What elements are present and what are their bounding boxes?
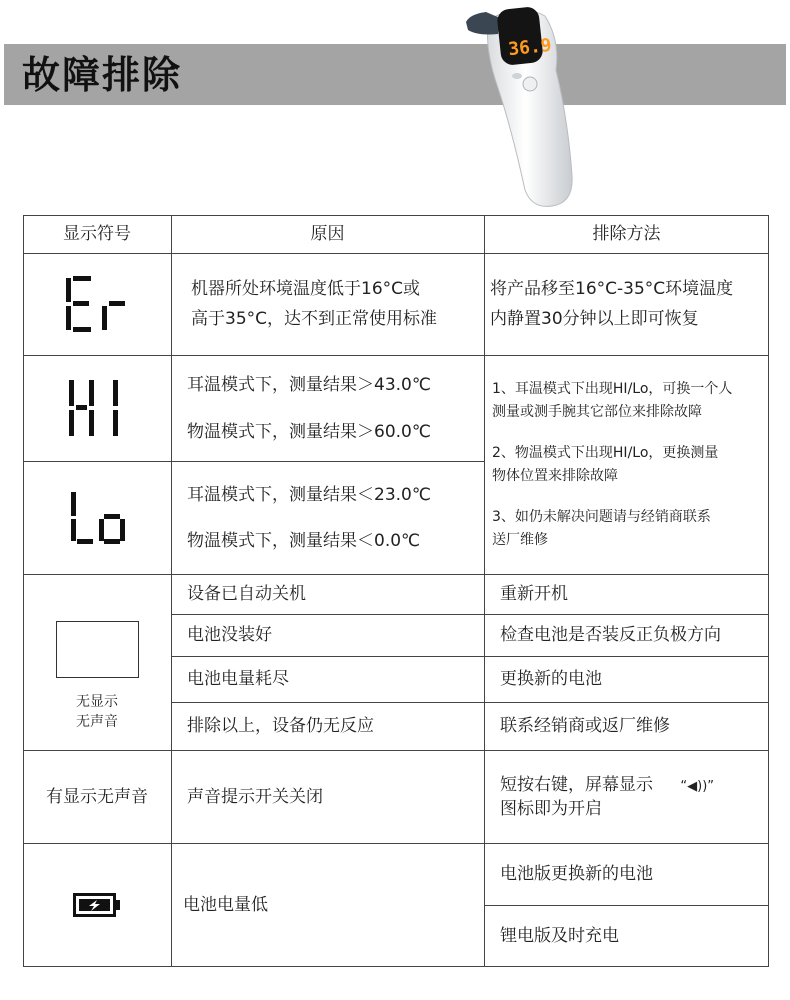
no-display-cause-3: 电池电量耗尽 [187, 669, 289, 689]
battery-symbol-cell [23, 843, 171, 967]
silent-remedy-text1: 短按右键，屏幕显示 [500, 774, 653, 795]
troubleshooting-table [23, 215, 769, 967]
no-display-remedy-4: 联系经销商或返厂维修 [500, 716, 670, 736]
lo-segment-display [69, 492, 125, 544]
er-cause-line2: 高于35°C，达不到正常使用标准 [191, 309, 438, 329]
header-remedy: 排除方法 [592, 224, 661, 244]
speaker-icon: “◀))” [680, 778, 715, 794]
hilo-remedy-cell [484, 355, 769, 574]
no-display-remedy-2: 检查电池是否装反正负极方向 [500, 625, 721, 645]
no-display-label-line1: 无显示 [76, 694, 118, 710]
lo-symbol-cell [23, 461, 171, 574]
hi-segment-display [67, 378, 127, 438]
silent-remedy-line2: 图标即为开启 [500, 798, 602, 819]
battery-remedy-1: 电池版更换新的电池 [500, 864, 653, 884]
no-display-remedy-1: 重新开机 [500, 584, 568, 604]
no-display-cause-1: 设备已自动关机 [187, 584, 306, 604]
no-display-cause-4: 排除以上，设备仍无反应 [187, 716, 374, 736]
er-cause-cell [171, 253, 484, 355]
battery-remedy-2: 锂电版及时充电 [500, 926, 619, 946]
silent-remedy-cell [484, 750, 769, 843]
er-remedy-line1: 将产品移至16°C-35°C环境温度 [490, 279, 734, 299]
er-segment-display [62, 276, 132, 332]
er-remedy-line2: 内静置30分钟以上即可恢复 [490, 309, 699, 329]
battery-cause-cell: 电池电量低 [183, 895, 268, 915]
thermometer-button-icon [523, 77, 537, 91]
no-display-symbol-cell [23, 574, 171, 750]
silent-cause-cell: 声音提示开关关闭 [187, 786, 323, 807]
silent-symbol-cell: 有显示无声音 [46, 786, 148, 807]
hi-symbol-cell [23, 355, 171, 461]
hilo-remedy-item1-line1: 1、耳温模式下出现HI/Lo，可换一个人 [492, 380, 733, 397]
er-cause-line1: 机器所处环境温度低于16°C或 [191, 279, 421, 299]
lo-cause-object: 物温模式下，测量结果＜0.0℃ [187, 530, 421, 551]
header-symbol: 显示符号 [63, 224, 131, 244]
no-display-remedy-3: 更换新的电池 [500, 669, 602, 689]
silent-remedy-line1 [500, 774, 714, 798]
er-symbol-cell [23, 253, 171, 355]
header-cause: 原因 [310, 224, 345, 244]
no-display-cause-2: 电池没装好 [187, 625, 272, 645]
title-banner [4, 44, 786, 105]
hilo-remedy-item2-line1: 2、物温模式下出现HI/Lo，更换测量 [492, 444, 719, 461]
hilo-remedy-item3-line2: 送厂维修 [492, 531, 548, 548]
low-battery-icon [73, 892, 121, 918]
page-title: 故障排除 [22, 53, 183, 97]
hi-cause-ear: 耳温模式下，测量结果＞43.0℃ [187, 374, 431, 395]
lo-cause-cell [171, 461, 484, 574]
thermometer-side-button [512, 73, 522, 79]
thermometer-reading: 36.9 [507, 34, 553, 61]
hi-cause-cell [171, 355, 484, 461]
hilo-remedy-item2-line2: 物体位置来排除故障 [492, 467, 618, 484]
no-display-label-line2: 无声音 [76, 714, 118, 730]
lo-cause-ear: 耳温模式下，测量结果＜23.0℃ [187, 484, 431, 505]
thermometer-probe-tip [466, 12, 500, 35]
thermometer-illustration [455, 0, 585, 215]
hi-cause-object: 物温模式下，测量结果＞60.0℃ [187, 421, 431, 442]
blank-screen-box [56, 621, 139, 678]
er-remedy-cell [484, 253, 769, 355]
hilo-remedy-item3-line1: 3、如仍未解决问题请与经销商联系 [492, 508, 711, 525]
hilo-remedy-item1-line2: 测量或测手腕其它部位来排除故障 [492, 403, 702, 420]
